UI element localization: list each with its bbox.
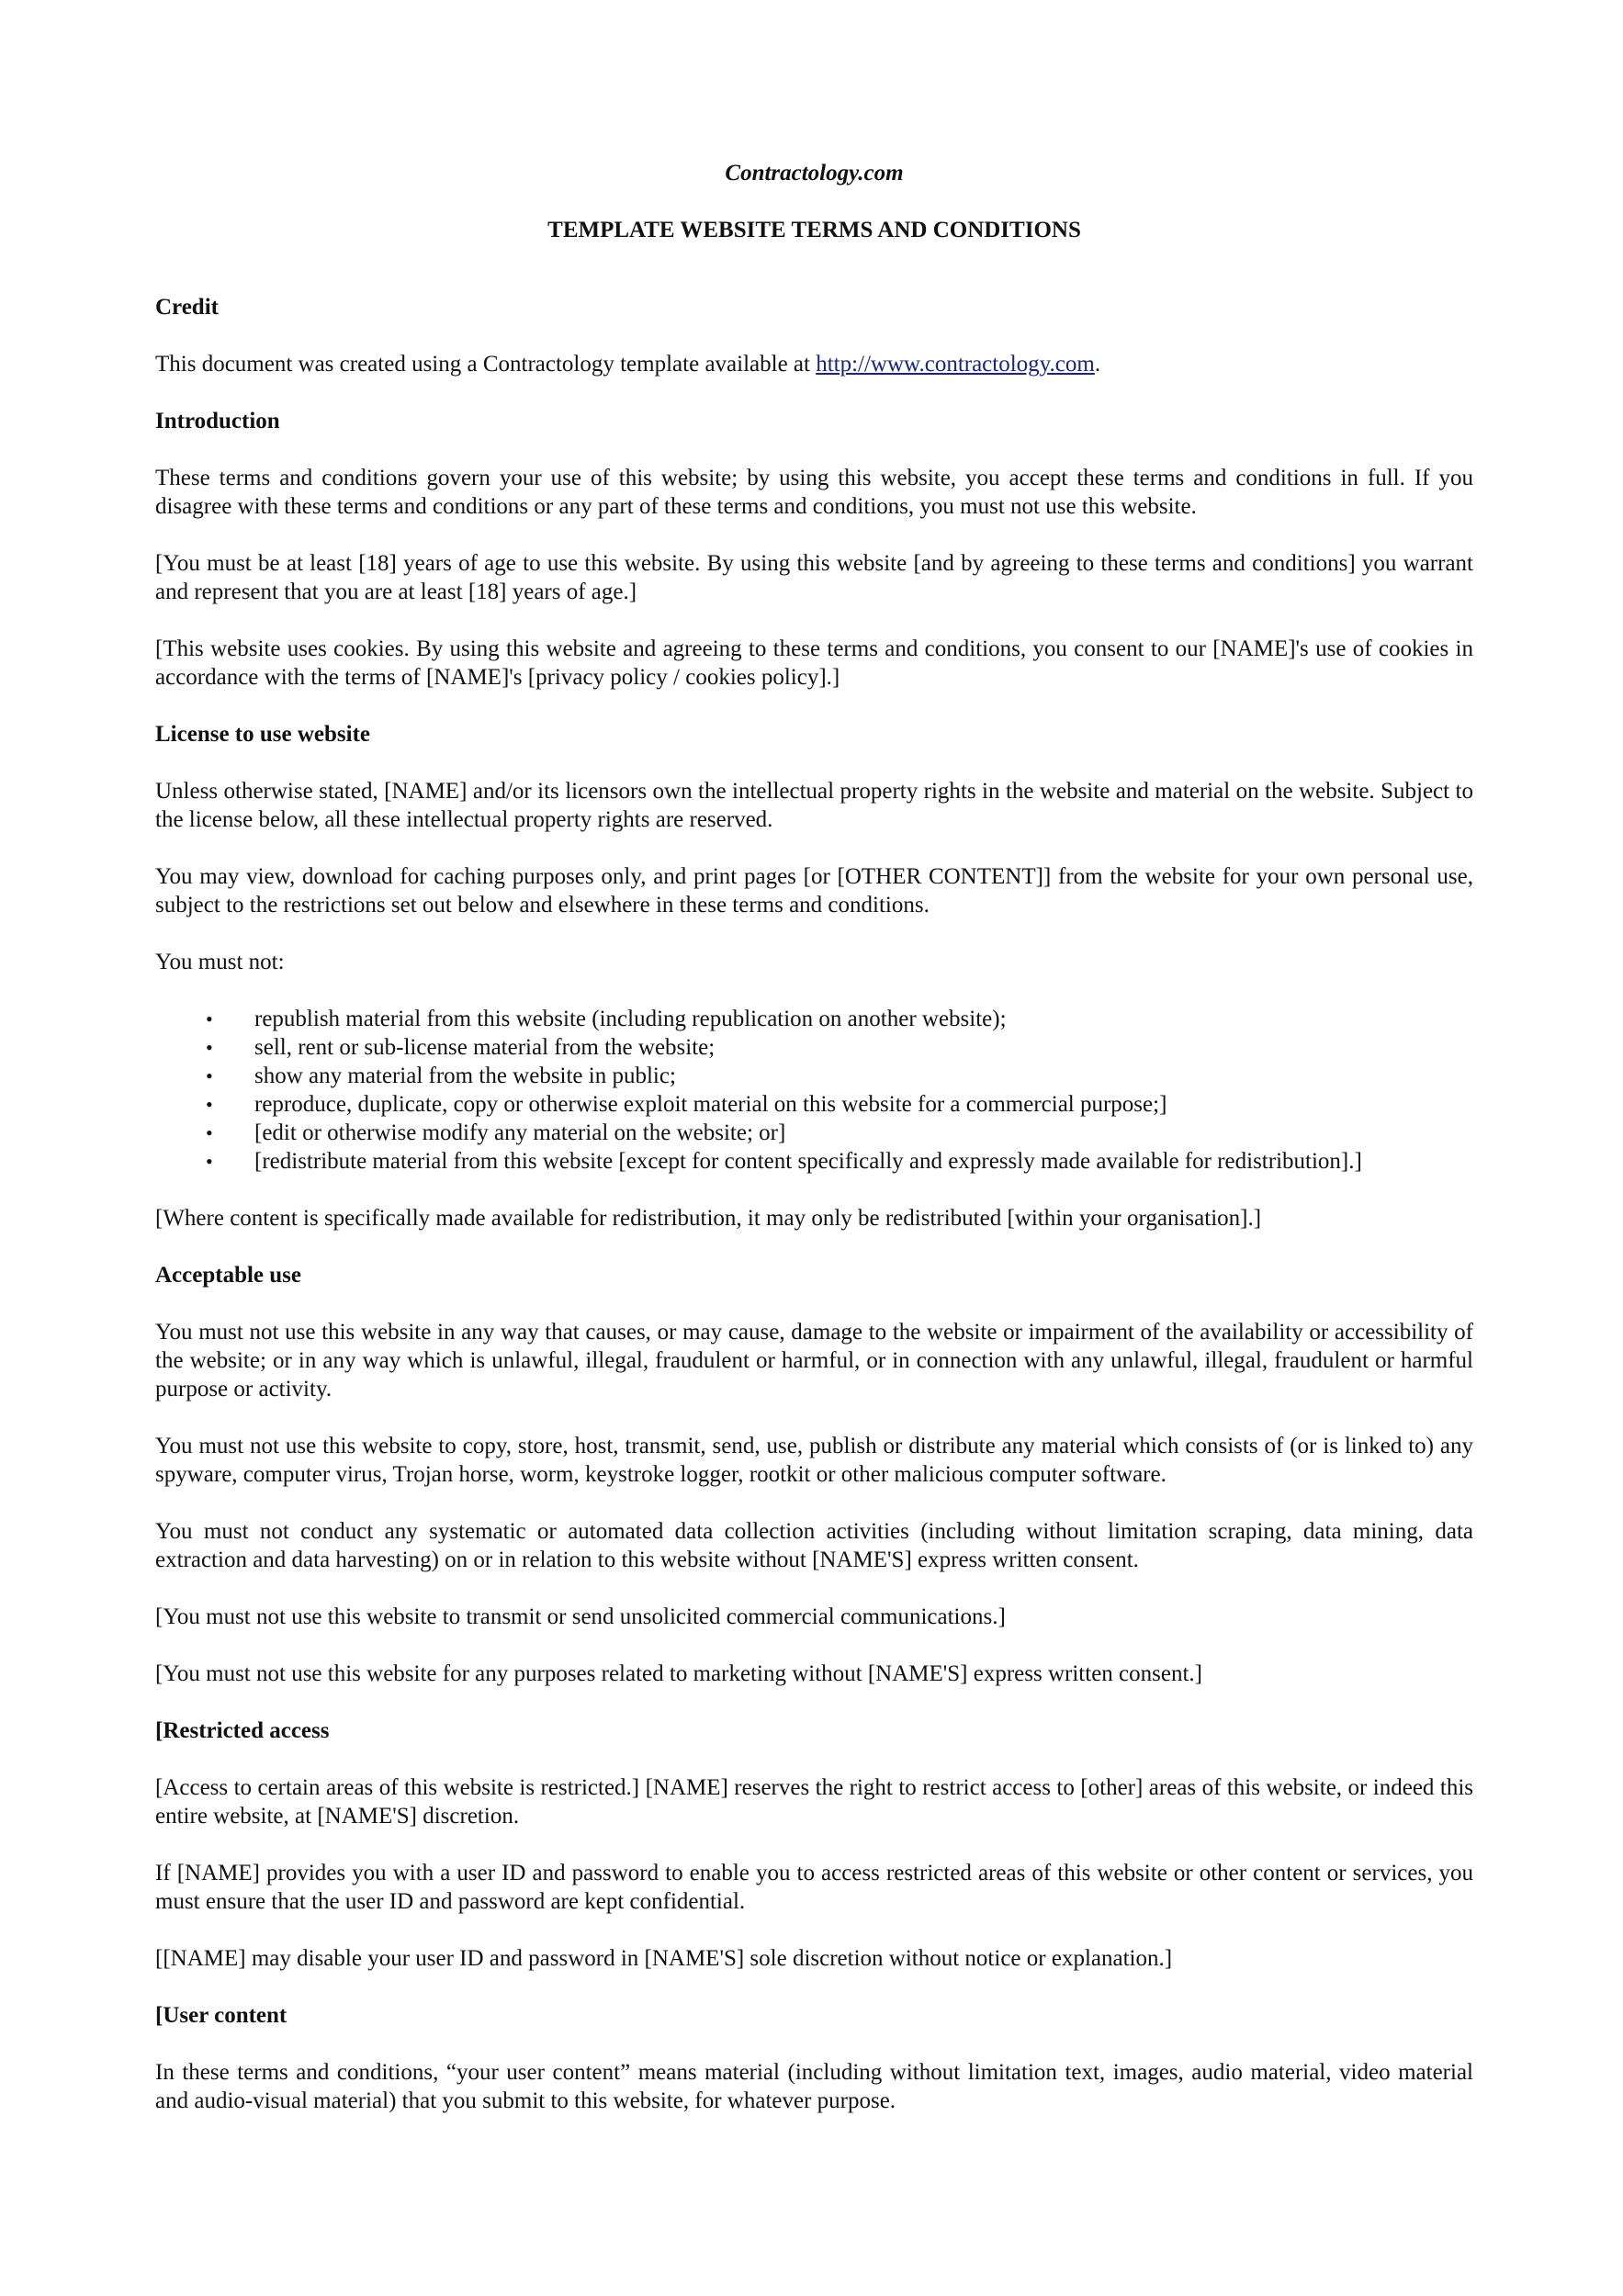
user-content-heading: [User content xyxy=(155,2003,287,2028)
acceptable-use-paragraph: You must not conduct any systematic or automated data collection activities (including without limitation scraping, data mining, data extraction and data harvesting) on or in relation to this website without [NAME'S] express written consent. xyxy=(155,1519,1473,1572)
list-item-text: [redistribute material from this website [except for content specifically and expressly made available for redistribution].] xyxy=(254,1149,1362,1174)
credit-section xyxy=(155,293,1473,378)
restricted-access-paragraph: [Access to certain areas of this website is restricted.] [NAME] reserves the right to restrict access to [other] areas of this website, or indeed this entire website, at [NAME'S] discretion. xyxy=(155,1775,1473,1829)
license-paragraph: Unless otherwise stated, [NAME] and/or its licensors own the intellectual property rights in the website and material on the website. Subject to the license below, all these intellectual property rights are reserved. xyxy=(155,779,1473,832)
acceptable-use-paragraph: [You must not use this website for any purposes related to marketing without [NAME'S] express written consent.] xyxy=(155,1661,1202,1686)
user-content-section xyxy=(155,2001,1473,2115)
restricted-access-paragraph: [[NAME] may disable your user ID and password in [NAME'S] sole discretion without notice or explanation.] xyxy=(155,1946,1173,1971)
acceptable-use-section xyxy=(155,1261,1473,1688)
list-item xyxy=(206,1033,1473,1062)
bullet-icon: • xyxy=(206,1036,213,1059)
introduction-heading: Introduction xyxy=(155,409,280,433)
bullet-icon: • xyxy=(206,1064,213,1087)
list-item xyxy=(206,1005,1473,1033)
credit-heading: Credit xyxy=(155,295,219,320)
list-item-text: reproduce, duplicate, copy or otherwise exploit material on this website for a commercial purpose;] xyxy=(254,1092,1167,1117)
credit-period: . xyxy=(1094,352,1101,377)
bullet-icon: • xyxy=(206,1121,213,1144)
license-paragraph: You must not: xyxy=(155,950,285,974)
restricted-access-paragraph: If [NAME] provides you with a user ID and password to enable you to access restricted areas of this website or other content or services, you must ensure that the user ID and password are kept confidential. xyxy=(155,1861,1473,1914)
contractology-link[interactable]: http://www.contractology.com xyxy=(816,352,1095,377)
license-section xyxy=(155,720,1473,1232)
license-heading: License to use website xyxy=(155,722,370,747)
credit-text: This document was created using a Contractology template available at xyxy=(155,352,817,377)
acceptable-use-paragraph: [You must not use this website to transmit or send unsolicited commercial communications.] xyxy=(155,1604,1006,1629)
acceptable-use-paragraph: You must not use this website to copy, store, host, transmit, send, use, publish or distribute any material which consists of (or is linked to) any spyware, computer virus, Trojan horse, worm, keystroke logger, rootkit or other malicious computer software. xyxy=(155,1434,1473,1487)
license-paragraph: You may view, download for caching purposes only, and print pages [or [OTHER CONTENT]] from the website for your own personal use, subject to the restrictions set out below and elsewhere in these terms and conditions. xyxy=(155,864,1473,917)
acceptable-use-paragraph: You must not use this website in any way that causes, or may cause, damage to the website or impairment of the availability or accessibility of the website; or in any way which is unlawful, illegal, fraudulent or harmful, or in connection with any unlawful, illegal, fraudulent or harmful purpose or activity. xyxy=(155,1320,1473,1401)
introduction-paragraph: [This website uses cookies. By using this website and agreeing to these terms and conditions, you consent to our [NAME]'s use of cookies in accordance with the terms of [NAME]'s [privacy policy / cookies policy].] xyxy=(155,636,1473,690)
restrictions-list xyxy=(155,1005,1473,1176)
list-item xyxy=(206,1062,1473,1090)
introduction-paragraph: These terms and conditions govern your use of this website; by using this website, you accept these terms and conditions in full. If you disagree with these terms and conditions or any part of these terms and conditions, you must not use this website. xyxy=(155,466,1473,519)
user-content-paragraph: In these terms and conditions, “your user content” means material (including without limitation text, images, audio material, video material and audio-visual material) that you submit to this website, for whatever purpose. xyxy=(155,2060,1473,2113)
credit-paragraph xyxy=(155,350,1473,378)
list-item-text: [edit or otherwise modify any material on the website; or] xyxy=(254,1120,786,1145)
list-item xyxy=(206,1147,1473,1176)
list-item-text: show any material from the website in public; xyxy=(254,1064,676,1088)
restricted-access-section xyxy=(155,1716,1473,1973)
bullet-icon: • xyxy=(206,1007,213,1030)
introduction-paragraph: [You must be at least [18] years of age to use this website. By using this website [and by agreeing to these terms and conditions] you warrant and represent that you are at least [18] years of age.] xyxy=(155,551,1473,604)
restricted-access-heading: [Restricted access xyxy=(155,1718,330,1743)
introduction-section xyxy=(155,407,1473,692)
list-item-text: republish material from this website (including republication on another website); xyxy=(254,1007,1007,1031)
bullet-icon: • xyxy=(206,1150,213,1173)
bullet-icon: • xyxy=(206,1093,213,1116)
acceptable-use-heading: Acceptable use xyxy=(155,1263,301,1288)
list-item-text: sell, rent or sub-license material from the website; xyxy=(254,1035,716,1060)
site-name: Contractology.com xyxy=(725,161,904,186)
list-item xyxy=(206,1090,1473,1119)
document-title: TEMPLATE WEBSITE TERMS AND CONDITIONS xyxy=(547,218,1081,242)
license-closing: [Where content is specifically made available for redistribution, it may only be redistributed [within your organisation].] xyxy=(155,1206,1262,1231)
list-item xyxy=(206,1119,1473,1147)
